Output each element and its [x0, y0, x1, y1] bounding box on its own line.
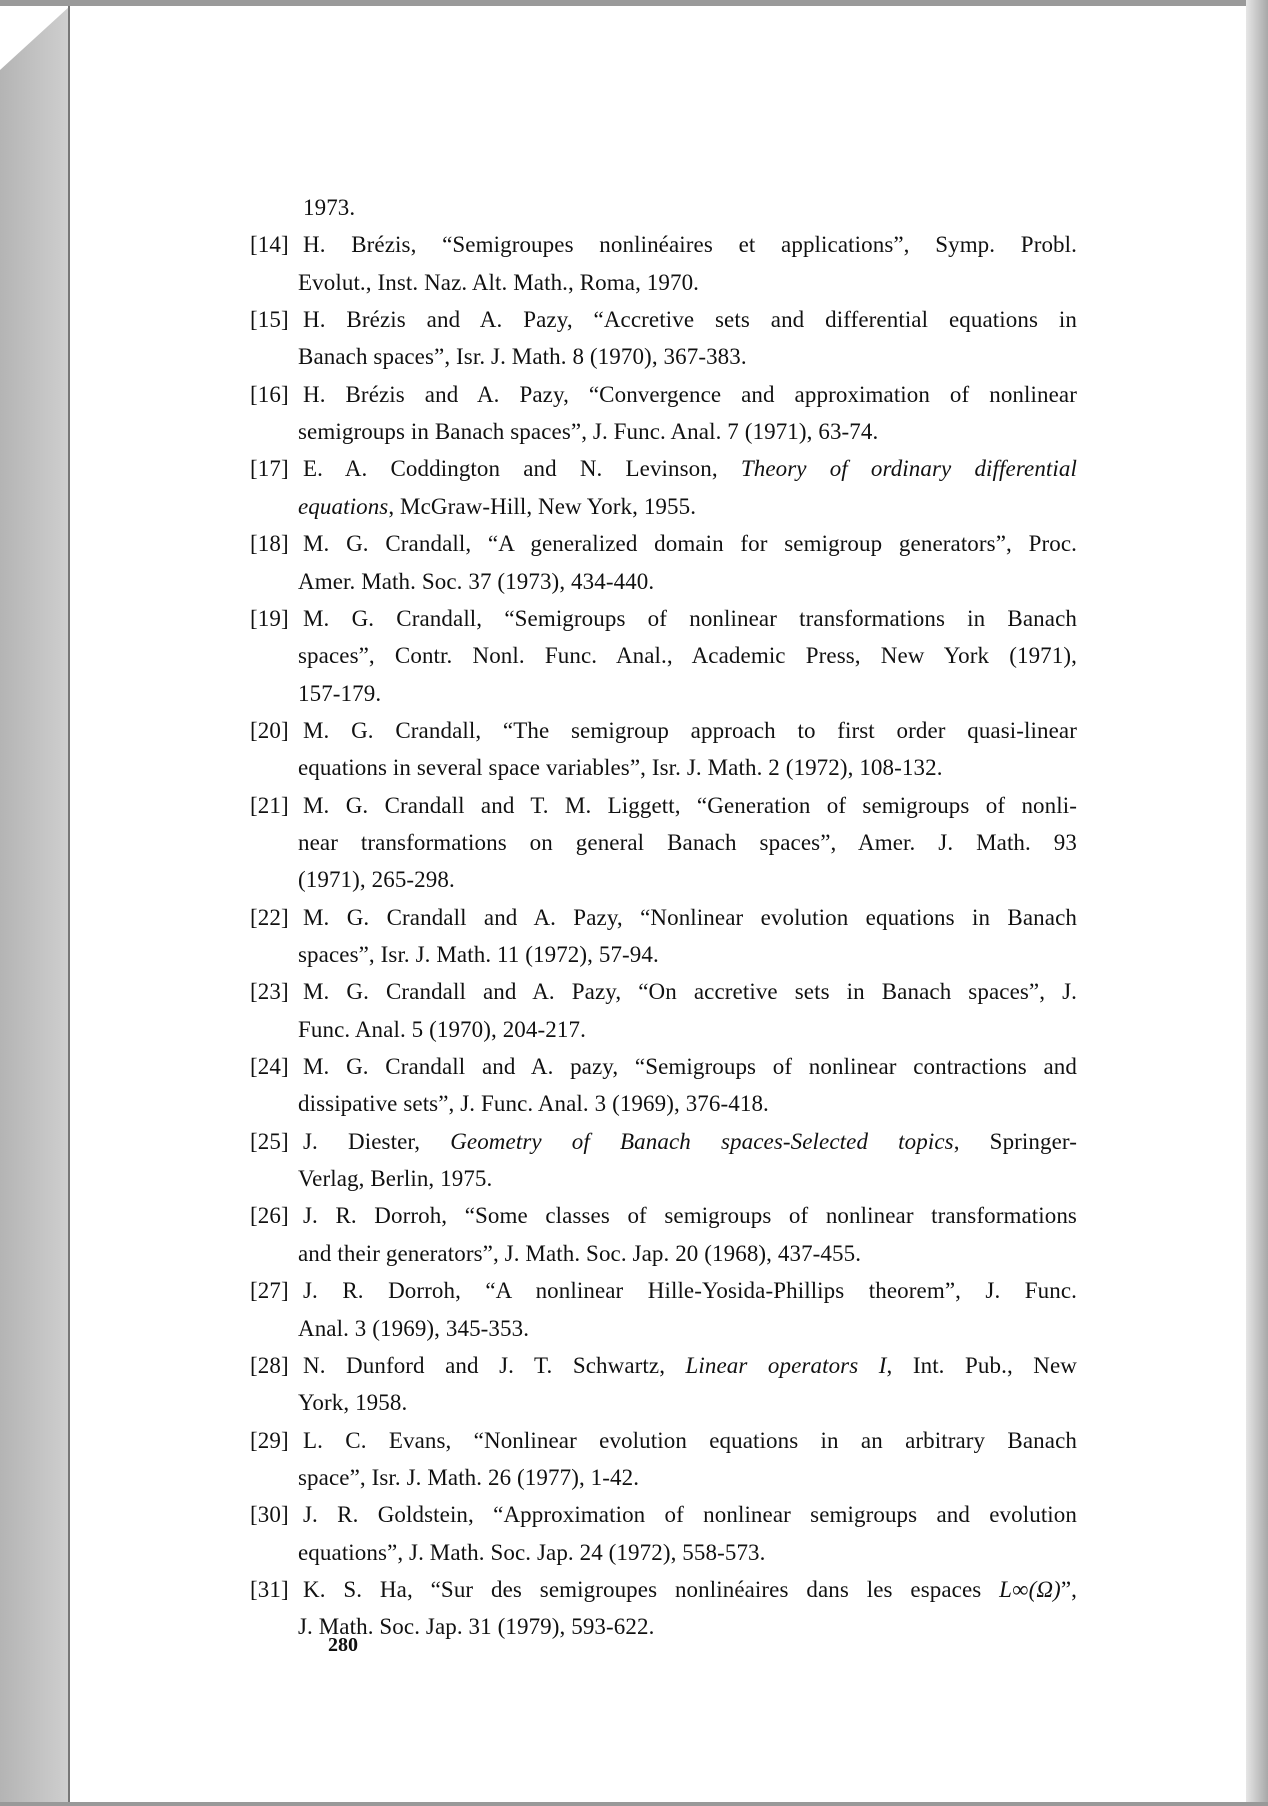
text-segment: spaces”, Contr. Nonl. Func. Anal., Academic Press, New York (1971), [298, 643, 1077, 669]
reference-text [303, 380, 1077, 410]
text-segment: M. G. Crandall and A. pazy, “Semigroups of nonlinear contractions and [303, 1054, 1077, 1080]
reference-text [303, 305, 1077, 335]
book-spine [0, 0, 70, 1806]
text-segment: K. S. Ha, “Sur des semigroupes nonlinéaires dans les espaces [303, 1576, 1000, 1602]
text-segment: Amer. Math. Soc. 37 (1973), 434-440. [298, 568, 655, 594]
reference-text [298, 940, 659, 970]
reference-number: [20] [250, 717, 289, 743]
page-number: 280 [328, 1634, 358, 1656]
reference-text [298, 828, 1077, 858]
text-segment: Func. Anal. 5 (1970), 204-217. [298, 1016, 586, 1042]
text-segment: dissipative sets”, J. Func. Anal. 3 (1969), 376-418. [298, 1091, 769, 1117]
text-segment: M. G. Crandall, “A generalized domain for semigroup generators”, Proc. [303, 531, 1077, 557]
text-segment: equations in several space variables”, Isr. J. Math. 2 (1972), 108-132. [298, 755, 943, 781]
text-segment: equations”, J. Math. Soc. Jap. 24 (1972), 558-573. [298, 1539, 766, 1565]
continuation-text: 1973. [303, 195, 356, 220]
text-segment: (1971), 265-298. [298, 867, 455, 893]
reference-number: [22] [250, 904, 289, 930]
text-segment: , Int. Pub., New [886, 1352, 1077, 1378]
text-segment: J. Diester, [303, 1128, 451, 1154]
reference-text [303, 1500, 1077, 1530]
italic-title: (Ω) [1028, 1576, 1061, 1602]
text-segment: M. G. Crandall and A. Pazy, “Nonlinear evolution equations in Banach [303, 904, 1077, 930]
text-segment: York, 1958. [298, 1390, 408, 1416]
page-edge-shadow [1246, 0, 1268, 1806]
text-segment: Evolut., Inst. Naz. Alt. Math., Roma, 1970. [298, 269, 700, 295]
text-segment: , McGraw-Hill, New York, 1955. [388, 493, 697, 519]
italic-title: equations [298, 493, 389, 519]
reference-number: [16] [250, 381, 289, 407]
text-segment: H. Brézis, “Semigroupes nonlinéaires et applications”, Symp. Probl. [303, 232, 1077, 258]
reference-text [303, 454, 1077, 484]
reference-text [298, 268, 699, 298]
reference-number: [27] [250, 1278, 289, 1304]
reference-text [298, 1612, 654, 1642]
reference-text [303, 1351, 1077, 1381]
frame-bottom-edge [0, 1802, 1268, 1806]
reference-text [298, 1538, 766, 1568]
text-segment: ”, [1060, 1576, 1077, 1602]
italic-title: Geometry of Banach spaces-Selected topics [450, 1128, 954, 1154]
reference-number: [23] [250, 979, 289, 1005]
reference-number: [30] [250, 1502, 289, 1528]
text-segment: near transformations on general Banach spaces”, Amer. J. Math. 93 [298, 829, 1077, 855]
reference-text [298, 679, 381, 709]
text-segment: Banach spaces”, Isr. J. Math. 8 (1970), 367-383. [298, 344, 747, 370]
reference-number: [25] [250, 1128, 289, 1154]
text-segment: M. G. Crandall, “Semigroups of nonlinear transformations in Banach [303, 605, 1077, 631]
text-segment: J. R. Dorroh, “Some classes of semigroups of nonlinear transformations [303, 1203, 1077, 1229]
text-segment: M. G. Crandall and A. Pazy, “On accretive sets in Banach spaces”, J. [303, 979, 1077, 1005]
text-segment: space”, Isr. J. Math. 26 (1977), 1-42. [298, 1464, 640, 1490]
reference-number: [21] [250, 792, 289, 818]
text-segment: J. R. Dorroh, “A nonlinear Hille-Yosida-Phillips theorem”, J. Func. [303, 1278, 1077, 1304]
reference-number: [29] [250, 1427, 289, 1453]
reference-number: [26] [250, 1203, 289, 1229]
text-segment: 157-179. [298, 680, 382, 706]
italic-title: Theory of ordinary differential [740, 456, 1077, 482]
text-segment: H. Brézis and A. Pazy, “Accretive sets and differential equations in [303, 307, 1077, 333]
text-segment: H. Brézis and A. Pazy, “Convergence and approximation of nonlinear [303, 381, 1077, 407]
reference-number: [19] [250, 605, 289, 631]
italic-title: L [999, 1576, 1013, 1602]
reference-text [303, 903, 1077, 933]
text-segment: L. C. Evans, “Nonlinear evolution equations in an arbitrary Banach [303, 1427, 1077, 1453]
reference-text [298, 753, 943, 783]
reference-text [298, 342, 747, 372]
reference-text [298, 1089, 769, 1119]
reference-text [298, 417, 878, 447]
reference-text [303, 716, 1077, 746]
reference-text [303, 604, 1077, 634]
reference-text [303, 1276, 1077, 1306]
reference-text [298, 1015, 586, 1045]
reference-text [298, 492, 696, 522]
book-page [70, 6, 1246, 1802]
reference-number: [17] [250, 456, 289, 482]
text-segment: M. G. Crandall and T. M. Liggett, “Generation of semigroups of nonli- [303, 792, 1077, 818]
italic-title: Linear operators I [685, 1352, 887, 1378]
reference-text [303, 1201, 1077, 1231]
reference-text [303, 1127, 1077, 1157]
reference-text [303, 1426, 1077, 1456]
text-segment: J. R. Goldstein, “Approximation of nonlinear semigroups and evolution [303, 1502, 1077, 1528]
reference-text [303, 1575, 1077, 1605]
text-segment: Anal. 3 (1969), 345-353. [298, 1315, 530, 1341]
text-segment: N. Dunford and J. T. Schwartz, [303, 1352, 686, 1378]
text-segment: spaces”, Isr. J. Math. 11 (1972), 57-94. [298, 942, 659, 967]
reference-number: [24] [250, 1054, 289, 1080]
text-segment: J. Math. Soc. Jap. 31 (1979), 593-622. [298, 1614, 655, 1640]
reference-text [303, 1052, 1077, 1082]
reference-text [298, 1314, 529, 1344]
reference-text [303, 529, 1077, 559]
reference-text [298, 1388, 407, 1418]
text-segment: semigroups in Banach spaces”, J. Func. Anal. 7 (1971), 63-74. [298, 419, 879, 445]
reference-text [298, 1164, 492, 1194]
text-segment: E. A. Coddington and N. Levinson, [303, 456, 741, 482]
reference-text [298, 641, 1077, 671]
reference-text [298, 1239, 861, 1269]
reference-number: [31] [250, 1576, 289, 1602]
reference-number: [18] [250, 531, 289, 557]
text-segment: and their generators”, J. Math. Soc. Jap. 20 (1968), 437-455. [298, 1240, 862, 1266]
reference-number: [28] [250, 1352, 289, 1378]
reference-text [298, 865, 455, 895]
text-segment: M. G. Crandall, “The semigroup approach to first order quasi-linear [303, 717, 1077, 743]
text-segment: ∞ [1012, 1576, 1029, 1602]
reference-number: [15] [250, 307, 289, 333]
reference-number: [14] [250, 232, 289, 258]
reference-text [303, 791, 1077, 821]
reference-text [303, 977, 1077, 1007]
reference-text [298, 1463, 639, 1493]
reference-text [298, 567, 654, 597]
text-segment: Verlag, Berlin, 1975. [298, 1166, 493, 1192]
text-segment: , Springer- [953, 1128, 1077, 1154]
reference-text [303, 230, 1077, 260]
